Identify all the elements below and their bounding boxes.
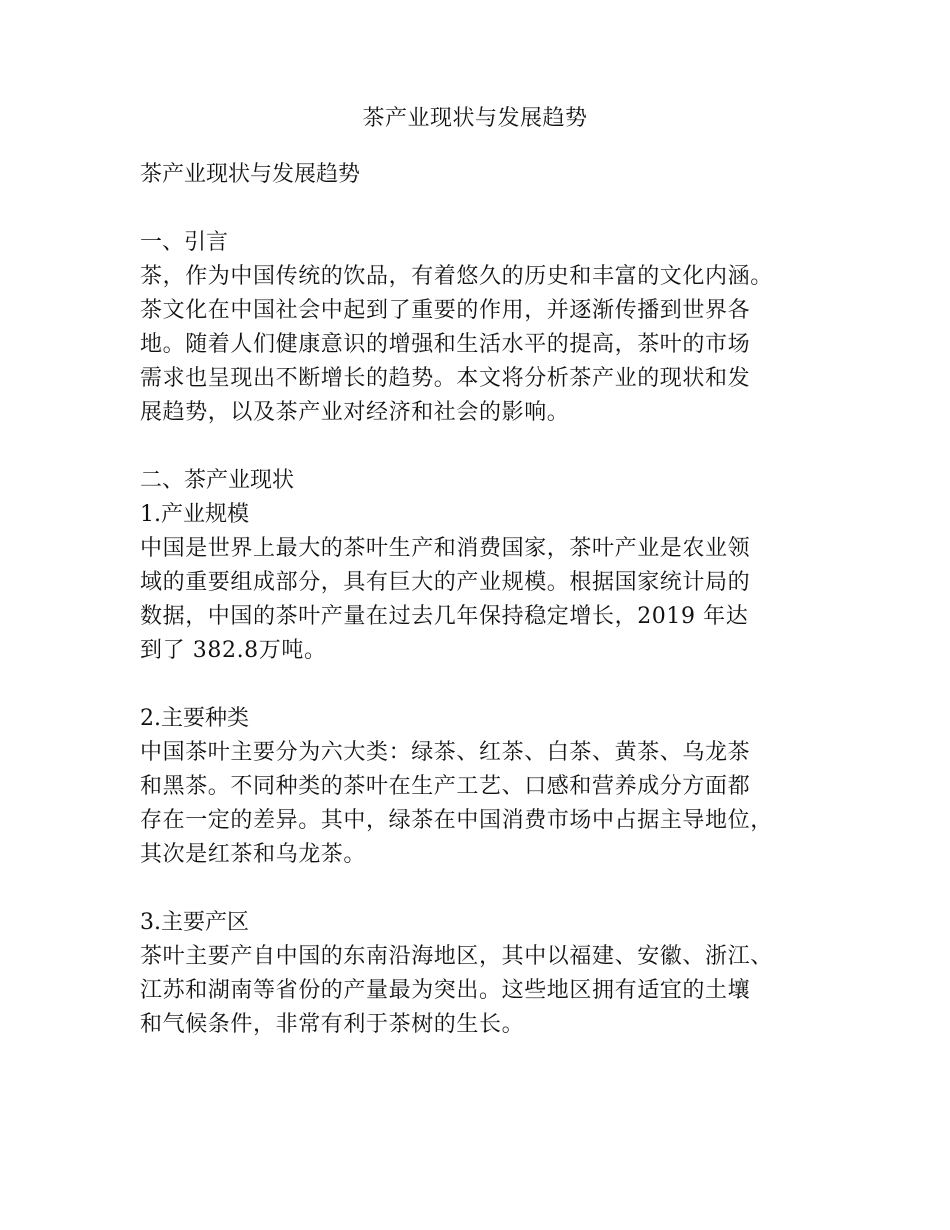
blank-line bbox=[140, 872, 830, 906]
text-line: 茶叶主要产自中国的东南沿海地区，其中以福建、安徽、浙江、 bbox=[140, 944, 773, 969]
blank-line bbox=[140, 430, 830, 464]
section-heading-status: 二、茶产业现状 bbox=[140, 468, 295, 493]
blank-line bbox=[140, 192, 830, 226]
document-title: 茶产业现状与发展趋势 bbox=[362, 106, 588, 131]
subsection-heading-regions: 3.主要产区 bbox=[140, 910, 249, 935]
text-line: 中国是世界上最大的茶叶生产和消费国家，茶叶产业是农业领 bbox=[140, 536, 751, 561]
paragraph-scale bbox=[140, 532, 830, 668]
text-line: 需求也呈现出不断增长的趋势。本文将分析茶产业的现状和发 bbox=[140, 366, 751, 391]
text-line: 茶，作为中国传统的饮品，有着悠久的历史和丰富的文化内涵。 bbox=[140, 264, 773, 289]
text-line: 和黑茶。不同种类的茶叶在生产工艺、口感和营养成分方面都 bbox=[140, 774, 751, 799]
text-line: 地。随着人们健康意识的增强和生活水平的提高，茶叶的市场 bbox=[140, 332, 751, 357]
subsection-heading-types: 2.主要种类 bbox=[140, 706, 249, 731]
text-line: 展趋势，以及茶产业对经济和社会的影响。 bbox=[140, 400, 570, 425]
document-body bbox=[140, 158, 830, 1042]
subsection-heading-scale: 1.产业规模 bbox=[140, 502, 249, 527]
text-line: 域的重要组成部分，具有巨大的产业规模。根据国家统计局的 bbox=[140, 570, 751, 595]
text-line: 到了 382.8万吨。 bbox=[140, 638, 327, 663]
section-heading-intro: 一、引言 bbox=[140, 230, 229, 255]
text-line: 数据，中国的茶叶产量在过去几年保持稳定增长，2019 年达 bbox=[140, 604, 749, 629]
text-line: 中国茶叶主要分为六大类：绿茶、红茶、白茶、黄茶、乌龙茶 bbox=[140, 740, 751, 765]
text-line: 茶文化在中国社会中起到了重要的作用，并逐渐传播到世界各 bbox=[140, 298, 751, 323]
text-line: 存在一定的差异。其中，绿茶在中国消费市场中占据主导地位， bbox=[140, 808, 773, 833]
text-line: 江苏和湖南等省份的产量最为突出。这些地区拥有适宜的土壤 bbox=[140, 978, 751, 1003]
paragraph-types bbox=[140, 736, 830, 872]
paragraph-regions bbox=[140, 940, 830, 1042]
text-line: 和气候条件，非常有利于茶树的生长。 bbox=[140, 1012, 525, 1037]
blank-line bbox=[140, 668, 830, 702]
document-subtitle: 茶产业现状与发展趋势 bbox=[140, 162, 361, 187]
text-line: 其次是红茶和乌龙茶。 bbox=[140, 842, 367, 867]
paragraph-intro bbox=[140, 260, 830, 430]
